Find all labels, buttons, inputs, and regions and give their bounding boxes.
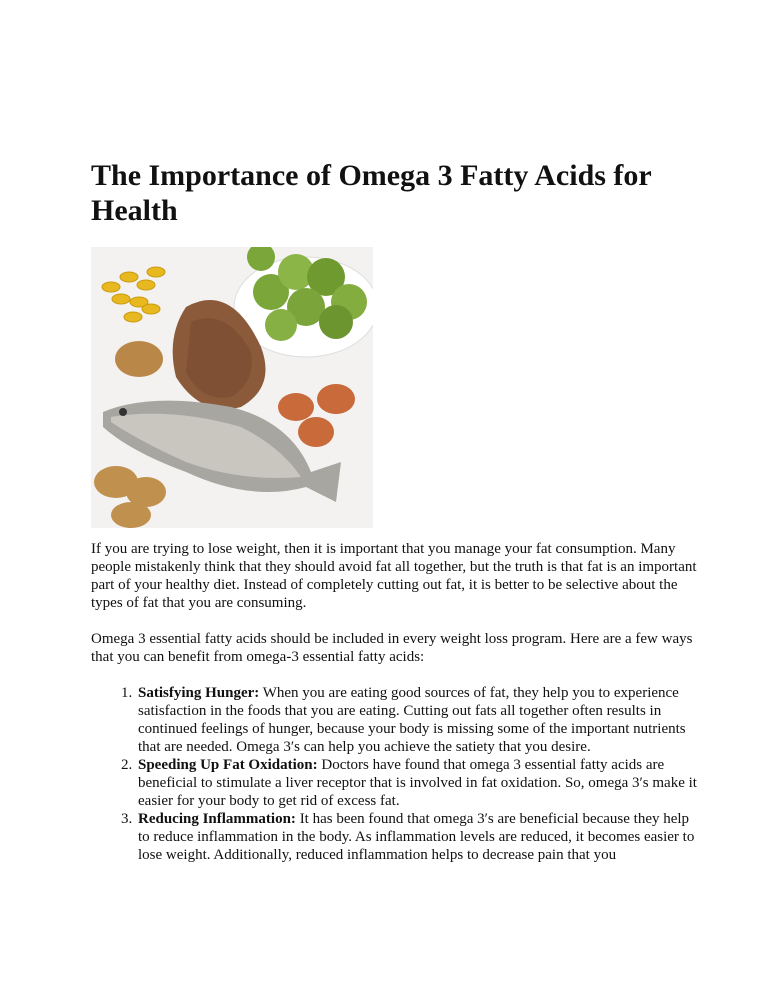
article-body [91,540,701,864]
omega-3-foods-photo [91,247,373,528]
list-item [136,684,701,756]
benefits-intro-paragraph: Omega 3 essential fatty acids should be included in every weight loss program. Here are a few ways that you can benefit from omega-3 essential fatty acids: [91,631,693,665]
benefits-list [91,684,701,864]
list-item-text: Doctors have found that omega 3 essential fatty acids are beneficial to stimulate a liver receptor that is involved in fat oxidation. So, omega 3′s make it easier for your body to get rid of excess fat. [138,757,697,809]
fish-oil-capsules-icon [102,267,165,322]
list-item [136,756,701,810]
walnut-icon [115,341,163,377]
list-item-text: It has been found that omega 3′s are beneficial because they help to reduce inflammation in the body. As inflammation levels are reduced, it becomes easier to lose weight. Additionally, reduced inflammation helps to decrease pain that you [138,811,695,863]
page-title: The Importance of Omega 3 Fatty Acids for Health [91,159,652,227]
list-item-text: When you are eating good sources of fat, they help you to experience satisfaction in the foods that you are eating. Cutting out fats all together often results in continued feelings of hunger, because your body is missing some of the important nutrients that are needed. Omega 3′s can help you achieve the satiety that you desire. [138,685,686,755]
walnuts-icon [94,466,166,528]
list-item-heading: Satisfying Hunger: [138,685,260,701]
list-item-heading: Reducing Inflammation: [138,811,296,827]
intro-paragraph: If you are trying to lose weight, then it is important that you manage your fat consumption. Many people mistakenly think that they should avoid fat all together, but the truth is that fat is an important part of your healthy diet. Instead of completely cutting out fat, it is better to be selective about the types of fat that you are consuming. [91,541,697,611]
list-item [136,810,701,864]
eggs-icon [278,384,355,447]
list-item-heading: Speeding Up Fat Oxidation: [138,757,318,773]
